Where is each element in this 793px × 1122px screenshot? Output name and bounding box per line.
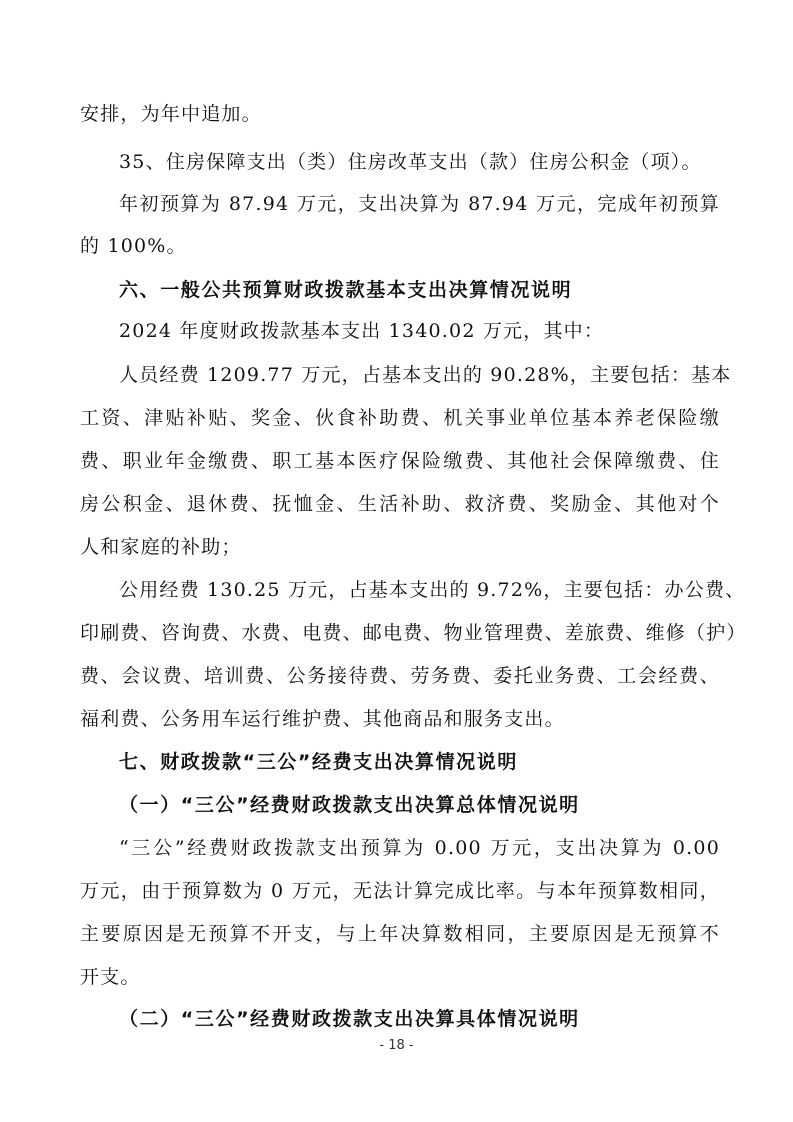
section-heading: 六、一般公共预算财政拨款基本支出决算情况说明 [119,279,573,301]
paragraph-line: 工资、津贴补贴、奖金、伙食补助费、机关事业单位基本养老保险缴 [80,407,720,429]
paragraph-line: 福利费、公务用车运行维护费、其他商品和服务支出。 [80,708,565,730]
paragraph-line: “三公”经费财政拨款支出预算为 0.00 万元，支出决算为 0.00 [119,837,720,859]
paragraph-line: 安排，为年中追加。 [80,103,262,125]
subsection-heading: （二）“三公”经费财政拨款支出决算具体情况说明 [119,1008,580,1030]
paragraph-line: 开支。 [80,966,141,988]
paragraph-line: 35、住房保障支出（类）住房改革支出（款）住房公积金（项）。 [119,151,702,173]
paragraph-line: 的 100%。 [80,235,187,257]
page-number: - 18 - [379,1038,414,1053]
paragraph-line: 年初预算为 87.94 万元，支出决算为 87.94 万元，完成年初预算 [119,193,720,215]
paragraph-line: 费、职业年金缴费、职工基本医疗保险缴费、其他社会保障缴费、住 [80,450,720,472]
paragraph-line: 房公积金、退休费、抚恤金、生活补助、救济费、奖励金、其他对个 [80,493,720,515]
paragraph-line: 人员经费 1209.77 万元，占基本支出的 90.28%，主要包括：基本 [119,364,732,386]
paragraph-line: 万元，由于预算数为 0 万元，无法计算完成比率。与本年预算数相同， [80,880,720,902]
section-heading: 七、财政拨款“三公”经费支出决算情况说明 [119,751,518,773]
paragraph-line: 公用经费 130.25 万元，占基本支出的 9.72%，主要包括：办公费、 [119,579,746,601]
paragraph-line: 2024 年度财政拨款基本支出 1340.02 万元，其中： [119,320,605,342]
paragraph-line: 费、会议费、培训费、公务接待费、劳务费、委托业务费、工会经费、 [80,665,720,687]
paragraph-line: 主要原因是无预算不开支，与上年决算数相同，主要原因是无预算不 [80,923,720,945]
subsection-heading: （一）“三公”经费财政拨款支出决算总体情况说明 [119,794,580,816]
paragraph-line: 印刷费、咨询费、水费、电费、邮电费、物业管理费、差旅费、维修（护） [80,622,747,644]
paragraph-line: 人和家庭的补助； [80,536,242,558]
